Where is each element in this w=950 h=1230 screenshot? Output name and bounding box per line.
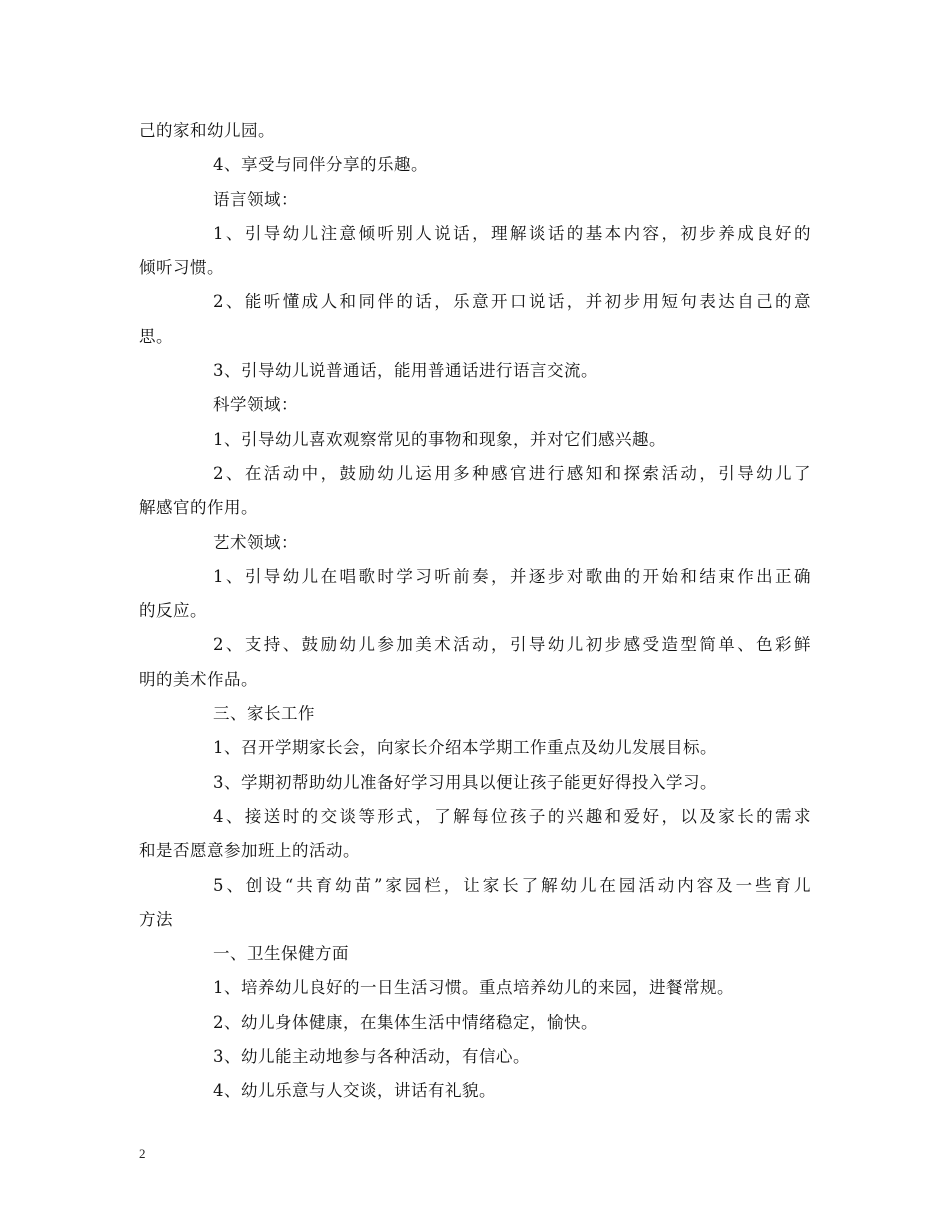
text-line: 1、引导幼儿在唱歌时学习听前奏，并逐步对歌曲的开始和结束作出正确 [213,566,811,586]
text-line: 的反应。 [139,601,207,621]
text-line: 倾听习惯。 [139,258,224,278]
text-line: 3、引导幼儿说普通话，能用普通话进行语言交流。 [213,361,598,381]
text-line: 科学领域： [213,395,298,415]
document-body [139,114,811,1109]
text-line: 1、引导幼儿注意倾听别人说话，理解谈话的基本内容，初步养成良好的 [213,223,811,243]
text-line: 2、支持、鼓励幼儿参加美术活动，引导幼儿初步感受造型简单、色彩鲜 [213,635,811,655]
text-line: 4、接送时的交谈等形式，了解每位孩子的兴趣和爱好，以及家长的需求 [213,806,811,826]
text-line: 2、能听懂成人和同伴的话，乐意开口说话，并初步用短句表达自己的意 [213,292,811,312]
text-line: 一、卫生保健方面 [213,944,349,964]
text-line: 4、享受与同伴分享的乐趣。 [213,155,428,175]
text-line: 明的美术作品。 [139,669,258,689]
text-line: 5、创设“共育幼苗”家园栏，让家长了解幼儿在园活动内容及一些育儿 [213,875,811,895]
page-number: 2 [139,1146,146,1161]
text-line: 三、家长工作 [213,704,315,724]
text-line: 思。 [139,326,173,346]
text-line: 2、幼儿身体健康，在集体生活中情绪稳定，愉快。 [213,1012,598,1032]
text-line: 语言领域： [213,189,298,209]
text-line: 艺术领域： [213,532,298,552]
text-line: 己的家和幼儿园。 [139,121,275,140]
text-line: 3、学期初帮助幼儿准备好学习用具以便让孩子能更好得投入学习。 [213,772,717,792]
text-line: 1、召开学期家长会，向家长介绍本学期工作重点及幼儿发展目标。 [213,738,717,758]
text-line: 和是否愿意参加班上的活动。 [139,841,360,861]
text-line: 1、培养幼儿良好的一日生活习惯。重点培养幼儿的来园，进餐常规。 [213,978,734,998]
text-line: 解感官的作用。 [139,498,258,518]
text-line: 方法 [139,909,173,929]
text-line: 2、在活动中，鼓励幼儿运用多种感官进行感知和探索活动，引导幼儿了 [213,463,811,483]
text-line: 3、幼儿能主动地参与各种活动，有信心。 [213,1047,530,1067]
text-line: 1、引导幼儿喜欢观察常见的事物和现象，并对它们感兴趣。 [213,429,666,449]
text-line: 4、幼儿乐意与人交谈，讲话有礼貌。 [213,1081,496,1101]
